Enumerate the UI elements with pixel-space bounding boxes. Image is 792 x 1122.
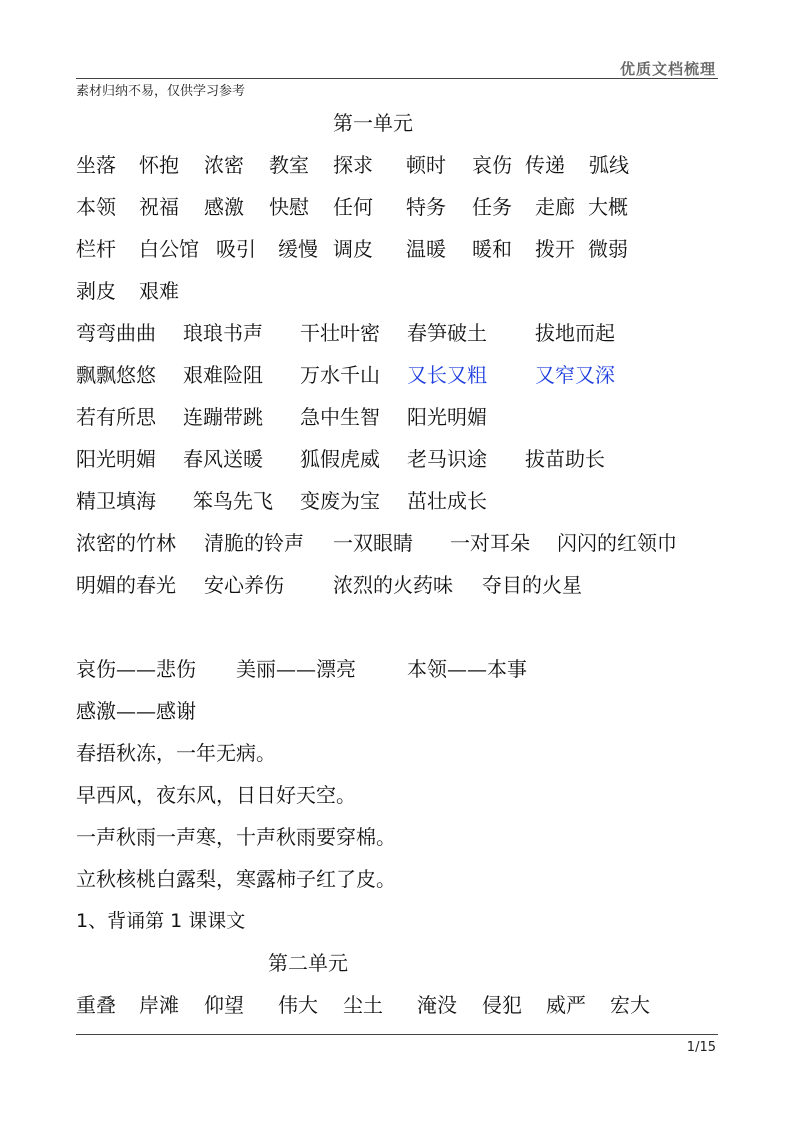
word: 重叠 [76,993,116,1017]
spacer [76,606,718,648]
word: 变废为宝 [300,489,380,513]
word: 快慰 [269,195,309,219]
word: 拔苗助长 [525,447,605,471]
document-body [76,102,718,1026]
word: 一双眼睛 [333,531,413,555]
word: 温暖 [406,237,446,261]
proverb: 春捂秋冻，一年无病。 [76,741,276,765]
word: 仰望 [204,993,244,1017]
header-note: 素材归纳不易，仅供学习参考 [76,84,246,99]
proverb: 立秋核桃白露梨，寒露柿子红了皮。 [76,867,396,891]
word: 拔地而起 [535,321,615,345]
word-row [76,312,718,354]
word: 精卫填海 [76,489,156,513]
word: 笨鸟先飞 [193,489,273,513]
page-number: 1/15 [686,1040,716,1055]
word: 调皮 [333,237,373,261]
word: 春笋破土 [407,321,487,345]
header-rule [76,78,718,79]
word: 急中生智 [300,405,380,429]
word: 艰难 [139,279,179,303]
unit1-title: 第一单元 [333,111,413,135]
highlighted-word: 又长又粗 [407,363,487,387]
word-row [76,354,718,396]
word-row [76,522,718,564]
word: 哀伤 [472,153,512,177]
word: 伟大 [278,993,318,1017]
word: 本领 [76,195,116,219]
proverb: 早西风，夜东风，日日好天空。 [76,783,356,807]
word: 浓密的竹林 [76,531,176,555]
word: 连蹦带跳 [183,405,263,429]
word: 白公馆 [139,237,199,261]
word: 飘飘悠悠 [76,363,156,387]
word: 岸滩 [139,993,179,1017]
word: 艰难险阻 [183,363,263,387]
word-row [76,396,718,438]
synonym-pair: 哀伤——悲伤 [76,657,196,681]
word: 浓烈的火药味 [333,573,453,597]
word: 侵犯 [482,993,522,1017]
word: 明媚的春光 [76,573,176,597]
word: 尘土 [343,993,383,1017]
word: 若有所思 [76,405,156,429]
word: 阳光明媚 [407,405,487,429]
word: 茁壮成长 [407,489,487,513]
word: 清脆的铃声 [204,531,304,555]
unit2-title: 第二单元 [268,951,348,975]
word: 拨开 [535,237,575,261]
synonym-row [76,648,718,690]
word: 安心养伤 [204,573,284,597]
word-row [76,270,718,312]
synonym-row [76,690,718,732]
word: 老马识途 [407,447,487,471]
word: 大概 [588,195,628,219]
word: 栏杆 [76,237,116,261]
proverb: 一声秋雨一声寒，十声秋雨要穿棉。 [76,825,396,849]
word-row [76,186,718,228]
word: 威严 [546,993,586,1017]
word: 祝福 [139,195,179,219]
word: 怀抱 [139,153,179,177]
highlighted-word: 又窄又深 [535,363,615,387]
synonym-pair: 美丽——漂亮 [236,657,356,681]
word: 万水千山 [300,363,380,387]
recitation-task: 1、背诵第 1 课课文 [76,910,246,932]
word: 暖和 [472,237,512,261]
word: 弧线 [589,153,629,177]
word-row [76,228,718,270]
word: 坐落 [76,153,116,177]
word: 走廊 [535,195,575,219]
word: 传递 [525,153,565,177]
word: 感激 [204,195,244,219]
word: 阳光明媚 [76,447,156,471]
word: 宏大 [610,993,650,1017]
word: 顿时 [406,153,446,177]
word: 春风送暖 [183,447,263,471]
word: 剥皮 [76,279,116,303]
word: 教室 [269,153,309,177]
word: 闪闪的红领巾 [557,531,677,555]
word-row [76,144,718,186]
word: 琅琅书声 [183,321,263,345]
word-row [76,480,718,522]
word-row [76,438,718,480]
word: 探求 [333,153,373,177]
word: 任务 [472,195,512,219]
word: 特务 [406,195,446,219]
word: 缓慢 [278,237,318,261]
word: 干壮叶密 [300,321,380,345]
word: 弯弯曲曲 [76,321,156,345]
header-brand: 优质文档梳理 [619,60,716,78]
word: 夺目的火星 [482,573,582,597]
footer-rule [76,1034,718,1035]
word-row [76,564,718,606]
word: 吸引 [216,237,256,261]
word: 浓密 [204,153,244,177]
word: 狐假虎威 [300,447,380,471]
synonym-pair: 感激——感谢 [76,699,196,723]
word-row [76,984,718,1026]
word: 微弱 [588,237,628,261]
word: 一对耳朵 [450,531,530,555]
word: 任何 [333,195,373,219]
synonym-pair: 本领——本事 [407,657,527,681]
word: 淹没 [417,993,457,1017]
